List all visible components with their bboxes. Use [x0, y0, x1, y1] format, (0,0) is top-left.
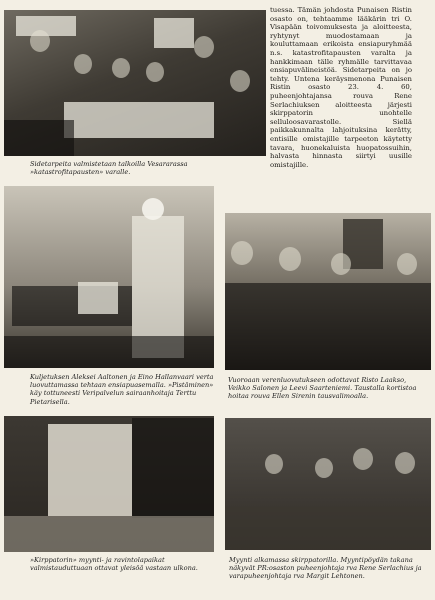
photo-donors-waiting [225, 213, 431, 370]
photo-blood-donation-nurse [4, 186, 214, 368]
photo-market-crowd [225, 418, 431, 550]
photo-bandage-makers [4, 10, 266, 156]
caption-market-outdoors: »Kirppatorin» myynti- ja ravintolapaikat valmistauduttuaan ottavat yleisöä vastaan ulkona. [30, 556, 198, 573]
article-body-text: tuessa. Tämän johdosta Punaisen Ristin osasto on, tehtaamme lääkärin tri O. Visapään toivomuksesta ja aloitteesta, ryhtynyt muodostamaan ja kouluttamaan erikoista ensiapuryhmää n.s. katastrofitapausten varalta ja hankkimaan tälle ryhmälle tarvittavaa ensiapuvälineistöä. Sidetarpeita on jo tehty. Untena keräysmenona Punaisen Ristin osasto 23. 4. 60, puheenjohtajansa rouva Rene Serlachiuksen aloitteesta järjesti skirppatorin unohtelle selluloosavarastolle. Siellä paikkakunnalta lahjoituksina kerätty, entisille omistajille tarpeeton käytetty tavara, huonekaluista huopatossuihin, halvasta hinnasta siirtyi uusille omistajille. [270, 6, 412, 169]
caption-bandage-makers: Sidetarpeita valmistetaan talkoilla Vesararassa »katastrofitapausten» varalle. [30, 160, 188, 177]
caption-donors-waiting: Vuoroaan verenluovutukseen odottavat Risto Laakso, Veikko Salonen ja Leevi Saarteniemi. Taustalla kortistoa hoitaa rouva Ellen Sirenin tausvalimoalla. [228, 376, 417, 401]
photo-market-outdoors [4, 416, 214, 552]
caption-blood-donation-nurse: Kuljetuksen Aleksei Aaltonen ja Eino Hallanvaari verta luovuttamassa tehtaan ensiapuasemalla. »Pistäminen» käy tottuneesti Veripalvelun sairaanhoitaja Terttu Pietarisella. [30, 373, 214, 406]
caption-market-crowd: Myynti alkamassa skirppatorilla. Myyntipöydän takana näkyvät PR:osaston puheenjohtaja rva Rene Serlachius ja varapuheenjohtaja rva Margit Lehtonen. [229, 556, 422, 581]
